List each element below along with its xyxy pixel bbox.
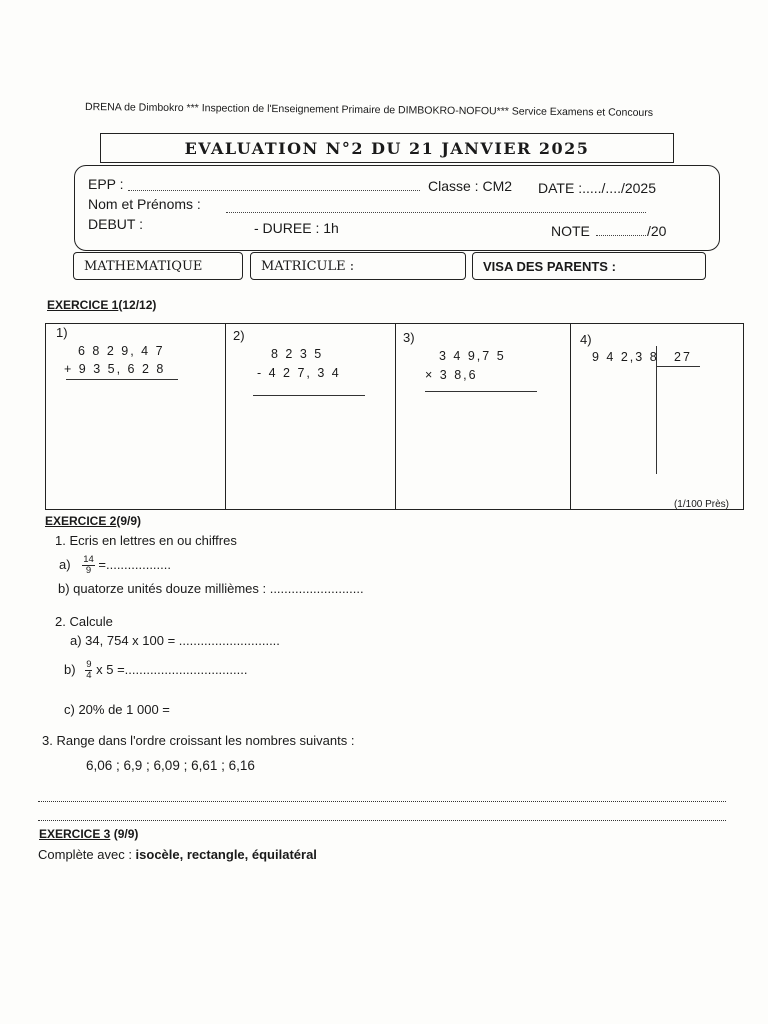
visa-label: VISA DES PARENTS : [483,258,616,274]
page-title [100,133,674,163]
note-field[interactable] [596,225,646,236]
ex2-question-3: 3. Range dans l'ordre croissant les nombres suivants : [42,733,355,748]
exercise-3-score: (9/9) [110,827,139,841]
ex2-q1a-label: a) [59,556,71,572]
answer-line-1[interactable] [38,801,726,802]
ex3-instruction-words: isocèle, rectangle, équilatéral [135,847,317,862]
ex2-q2b-answer[interactable]: x 5 =.................................. [96,661,248,677]
subject-box [73,252,243,280]
ex3-instruction-text: Complète avec : [38,847,136,862]
exercise-2-title-main: EXERCICE 2 [45,514,117,528]
subject-label: MATHEMATIQUE [84,258,203,274]
epp-label: EPP : [88,176,124,192]
precision-note: (1/100 Près) [673,499,729,510]
ex2-question-1: 1. Ecris en lettres en ou chiffres [55,533,237,548]
ex2-q1a-denominator: 9 [85,565,92,576]
exercise-1-score: (12/12) [118,298,157,312]
duree-label: - DUREE : 1h [254,220,339,236]
ex2-q1a-numerator: 14 [83,554,94,565]
ex2-question-2: 2. Calcule [55,614,113,629]
operation-1-line-1: 6 8 2 9, 4 7 [78,344,165,358]
ex2-q3-numbers: 6,06 ; 6,9 ; 6,09 ; 6,61 ; 6,16 [86,758,255,773]
fraction-9-4 [85,660,92,681]
header-line: DRENA de Dimbokro *** Inspection de l'Enseignement Primaire de DIMBOKRO-NOFOU*** Service Examens et Concours [84,101,654,119]
epp-field[interactable] [128,180,420,191]
operation-cell-4[interactable] [570,324,743,509]
nom-field[interactable] [226,202,646,213]
operation-3-number: 3) [403,330,415,345]
fraction-14-9 [82,555,95,576]
operation-cell-1[interactable] [46,324,226,509]
exercise-1-title-main: EXERCICE 1 [47,298,119,312]
exercise-3-title-main: EXERCICE 3 [39,827,111,841]
operation-2-line-2: - 4 2 7, 3 4 [257,366,341,380]
operation-3-rule [425,391,537,392]
answer-line-2[interactable] [38,820,726,821]
matricule-box[interactable] [250,252,466,280]
matricule-label: MATRICULE : [261,258,355,274]
classe-label: Classe : CM2 [428,178,513,194]
debut-label: DEBUT : [88,216,143,232]
ex3-instruction [38,847,317,862]
operation-4-dividend: 9 4 2,3 8 [592,350,659,364]
nom-label: Nom et Prénoms : [88,196,201,212]
operation-cell-3[interactable] [395,324,571,509]
operation-4-number: 4) [580,332,592,347]
operation-3-line-1: 3 4 9,7 5 [439,349,506,363]
division-horizontal-bar [656,366,700,367]
ex2-q1a [59,555,171,576]
ex2-q1a-answer[interactable]: =.................. [98,556,171,572]
page-title-text: EVALUATION N°2 DU 21 JANVIER 2025 [184,138,590,158]
ex2-q1b[interactable]: b) quatorze unités douze millièmes : .......................... [58,581,364,596]
ex2-q2b [64,660,247,681]
ex2-q2b-numerator: 9 [86,659,92,670]
operations-grid [45,323,744,510]
operation-1-line-2: + 9 3 5, 6 2 8 [64,362,166,376]
operation-2-rule [253,395,365,396]
operation-1-number: 1) [56,325,68,340]
note-suffix: /20 [647,223,667,239]
operation-2-number: 2) [233,328,245,343]
ex2-q2a[interactable]: a) 34, 754 x 100 = ............................ [70,633,280,648]
operation-1-rule [66,379,178,380]
date-field[interactable]: DATE :...../..../2025 [538,180,657,196]
visa-box[interactable] [472,252,706,280]
ex2-q2b-label: b) [64,661,76,677]
operation-3-line-2: × 3 8,6 [425,368,478,382]
operation-4-divisor: 27 [674,350,692,364]
exercise-2-score: (9/9) [116,514,142,528]
note-label: NOTE [551,223,590,239]
exercise-3-title [39,827,138,841]
exercise-1-title [47,298,156,312]
operation-cell-2[interactable] [225,324,396,509]
operation-2-line-1: 8 2 3 5 [271,347,324,361]
ex2-q2c[interactable]: c) 20% de 1 000 = [64,702,170,717]
ex2-q2b-denominator: 4 [86,670,92,681]
exercise-2-title [45,514,141,528]
